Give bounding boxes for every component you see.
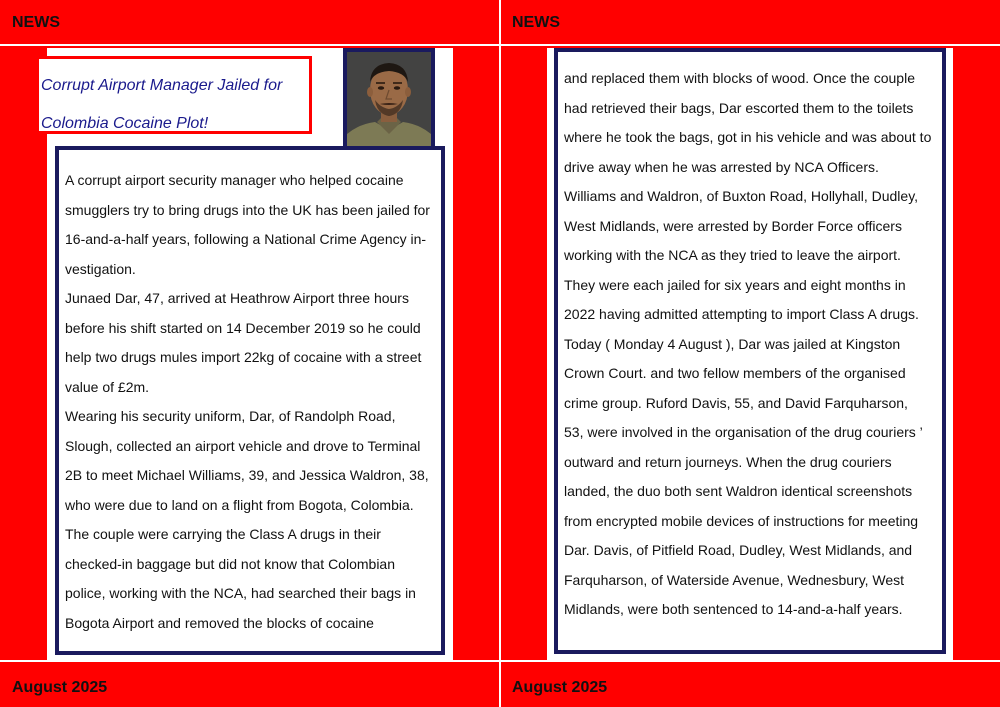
mugshot-photo bbox=[343, 48, 435, 158]
page-gutter bbox=[499, 0, 501, 707]
right-story-box bbox=[554, 48, 946, 654]
headline-line-1: Corrupt Airport Manager Jailed for bbox=[41, 77, 283, 94]
right-page bbox=[500, 0, 1000, 707]
left-page-header: NEWS bbox=[0, 0, 500, 46]
headline-box bbox=[36, 56, 312, 134]
headline-line-2: Colombia Cocaine Plot! bbox=[41, 115, 209, 132]
portrait-image bbox=[347, 52, 431, 154]
left-story-box bbox=[55, 146, 445, 655]
left-story-text: A corrupt airport security manager who helped cocaine smugglers try to bring drugs into the UK has been jailed for 16-and-a-half years, following a National Crime Agency in- vestigation. Junaed Dar, 47, arrived at Heathrow Airport three hours before his shift started on 14 December 2019 so he could help two drugs mules import 22kg of cocaine with a street value of £2m. Wearing his security uniform, Dar, of Randolph Road, Slough, collected an airport vehicle and drove to Terminal 2B to meet Michael Williams, 39, and Jessica Waldron, 38, who were due to land on a flight from Bogota, Colombia. The couple were carrying the Class A drugs in their checked-in baggage but did not know that Colombian police, working with the NCA, had searched their bags in Bogota Airport and removed the blocks of cocaine bbox=[65, 172, 430, 631]
right-page-footer: August 2025 bbox=[500, 660, 1000, 707]
right-story-text: and replaced them with blocks of wood. Once the couple had retrieved their bags, Dar escorted them to the toilets where he took the bags, got in his vehicle and was about to drive away when he was arrested by NCA Officers. Williams and Waldron, of Buxton Road, Hollyhall, Dudley, West Midlands, were arrested by Border Force officers working with the NCA as they tried to leave the airport. They were each jailed for six years and eight months in 2022 having admitted attempting to import Class A drugs. Today ( Monday 4 August ), Dar was jailed at Kingston Crown Court. and two fellow members of the organised crime group. Ruford Davis, 55, and David Farquharson, 53, were involved in the organisation of the drug couriers ’ outward and return journeys. When the drug couriers landed, the duo both sent Waldron identical screenshots from encrypted mobile devices of instructions for meeting Dar. Davis, of Pitfield Road, Dudley, West Midlands, and Farquharson, of Waterside Avenue, Wednesbury, West Midlands, were both sentenced to 14-and-a-half years. bbox=[564, 70, 932, 617]
right-page-header: NEWS bbox=[500, 0, 1000, 46]
left-page-footer: August 2025 bbox=[0, 660, 500, 707]
